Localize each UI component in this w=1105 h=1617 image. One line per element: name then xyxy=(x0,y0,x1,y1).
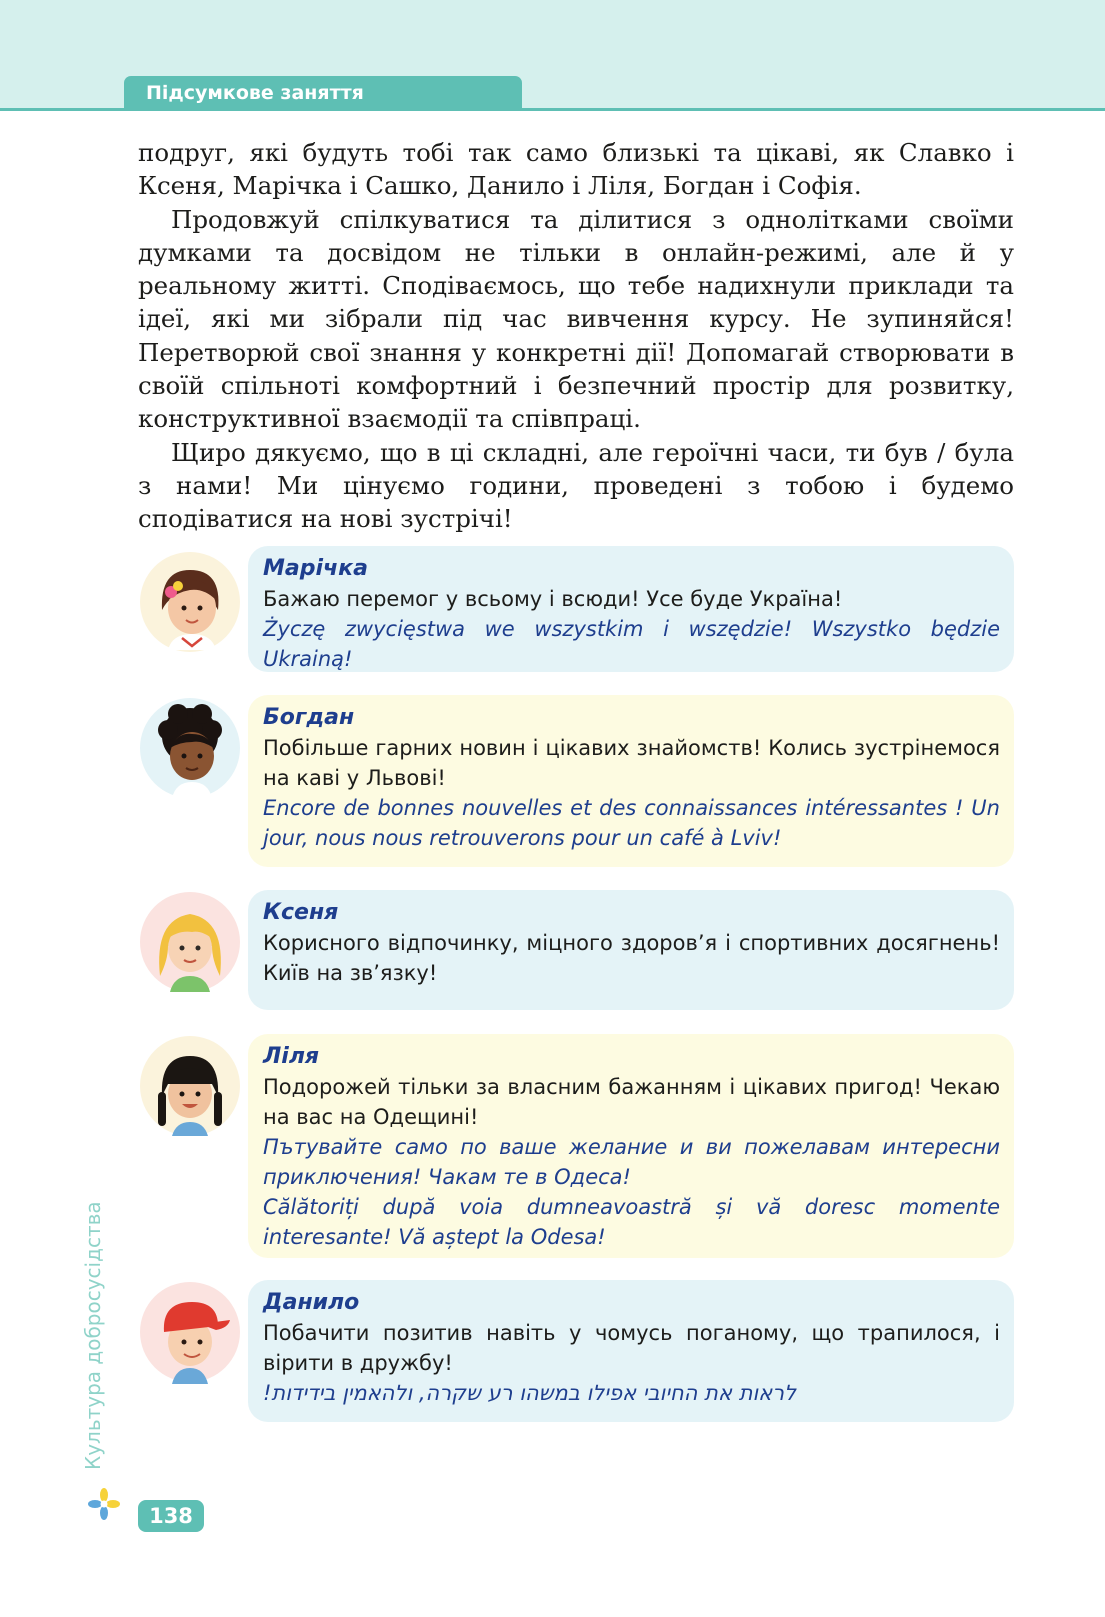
main-text xyxy=(138,136,1014,536)
wish-translation: Пътувайте само по ваше желание и ви пожелавам интересни приключения! Чакам те в Одеса! xyxy=(263,1135,1000,1189)
wish-author: Данило xyxy=(263,1290,360,1315)
wish-translation: Călătoriți după voia dumneavoastră și vă doresc momente interesante! Vă aștept la Odesa! xyxy=(263,1195,1000,1249)
wish-ukrainian: Побільше гарних новин і цікавих знайомств! Колись зустрінемося на каві у Львові! xyxy=(263,736,1000,790)
girl-blonde-avatar-icon xyxy=(138,890,242,994)
boy-cap-avatar-icon xyxy=(138,1280,242,1384)
wish-card-bohdan xyxy=(248,695,1014,867)
wish-ukrainian: Корисного відпочинку, міцного здоров’я і спортивних досягнень! Київ на зв’язку! xyxy=(263,931,1000,985)
wish-ukrainian: Бажаю перемог у всьому і всюди! Усе буде Україна! xyxy=(263,587,843,611)
boy-curly-avatar-icon xyxy=(138,696,242,800)
wish-translation: Encore de bonnes nouvelles et des connaissances intéressantes ! Un jour, nous nous retrouverons pour un café à Lviv! xyxy=(263,796,1000,850)
avatar-ksenia xyxy=(138,890,242,994)
wish-card-danylo xyxy=(248,1280,1014,1422)
section-title-tab: Підсумкове заняття xyxy=(124,76,522,110)
course-title-vertical: Культура добросусідства xyxy=(81,1201,105,1470)
paragraph-2: Продовжуй спілкуватися та ділитися з однолітками своїми думками та досвідом не тільки в онлайн-режимі, але й у реальному житті. Сподіваємось, що тебе надихнули приклади та ідеї, які ми зібрали під час вивчення курсу. Не зупиняйся! Перетворюй свої знання у конкретні дії! Допомагай створювати в своїй спільноті комфортний і безпечний простір для розвитку, конструктивної взаємодії та співпраці. xyxy=(138,204,1014,434)
avatar-marichka xyxy=(138,550,242,654)
flower-icon xyxy=(88,1488,120,1520)
page-number: 138 xyxy=(138,1500,204,1532)
avatar-lilia xyxy=(138,1034,242,1138)
wish-card-ksenia xyxy=(248,890,1014,1010)
wish-ukrainian: Подорожей тільки за власним бажанням і цікавих пригод! Чекаю на вас на Одещині! xyxy=(263,1075,1000,1129)
wish-translation: לראות את החיובי אפילו במשהו רע שקרה, ולהאמין בידידות! xyxy=(263,1381,797,1405)
wish-author: Ліля xyxy=(263,1044,320,1069)
wish-author: Марічка xyxy=(263,556,368,581)
wish-ukrainian: Побачити позитив навіть у чомусь поганому, що трапилося, і вірити в дружбу! xyxy=(263,1321,1000,1375)
avatar-bohdan xyxy=(138,696,242,800)
wish-card-lilia xyxy=(248,1034,1014,1258)
wish-translation: Życzę zwycięstwa we wszystkim i wszędzie! Wszystko będzie Ukrainą! xyxy=(263,617,1000,671)
avatar-danylo xyxy=(138,1280,242,1384)
paragraph-1: подруг, які будуть тобі так само близькі та цікаві, як Славко і Ксеня, Марічка і Сашко, Данило і Ліля, Богдан і Софія. xyxy=(138,138,1014,201)
girl-braids-avatar-icon xyxy=(138,1034,242,1138)
wish-author: Ксеня xyxy=(263,900,339,925)
wish-author: Богдан xyxy=(263,705,355,730)
wish-card-marichka xyxy=(248,546,1014,672)
paragraph-3: Щиро дякуємо, що в ці складні, але героїчні часи, ти був / була з нами! Ми цінуємо години, проведені з тобою і будемо сподіватися на нові зустрічі! xyxy=(138,437,1014,534)
girl-flower-avatar-icon xyxy=(138,550,242,654)
